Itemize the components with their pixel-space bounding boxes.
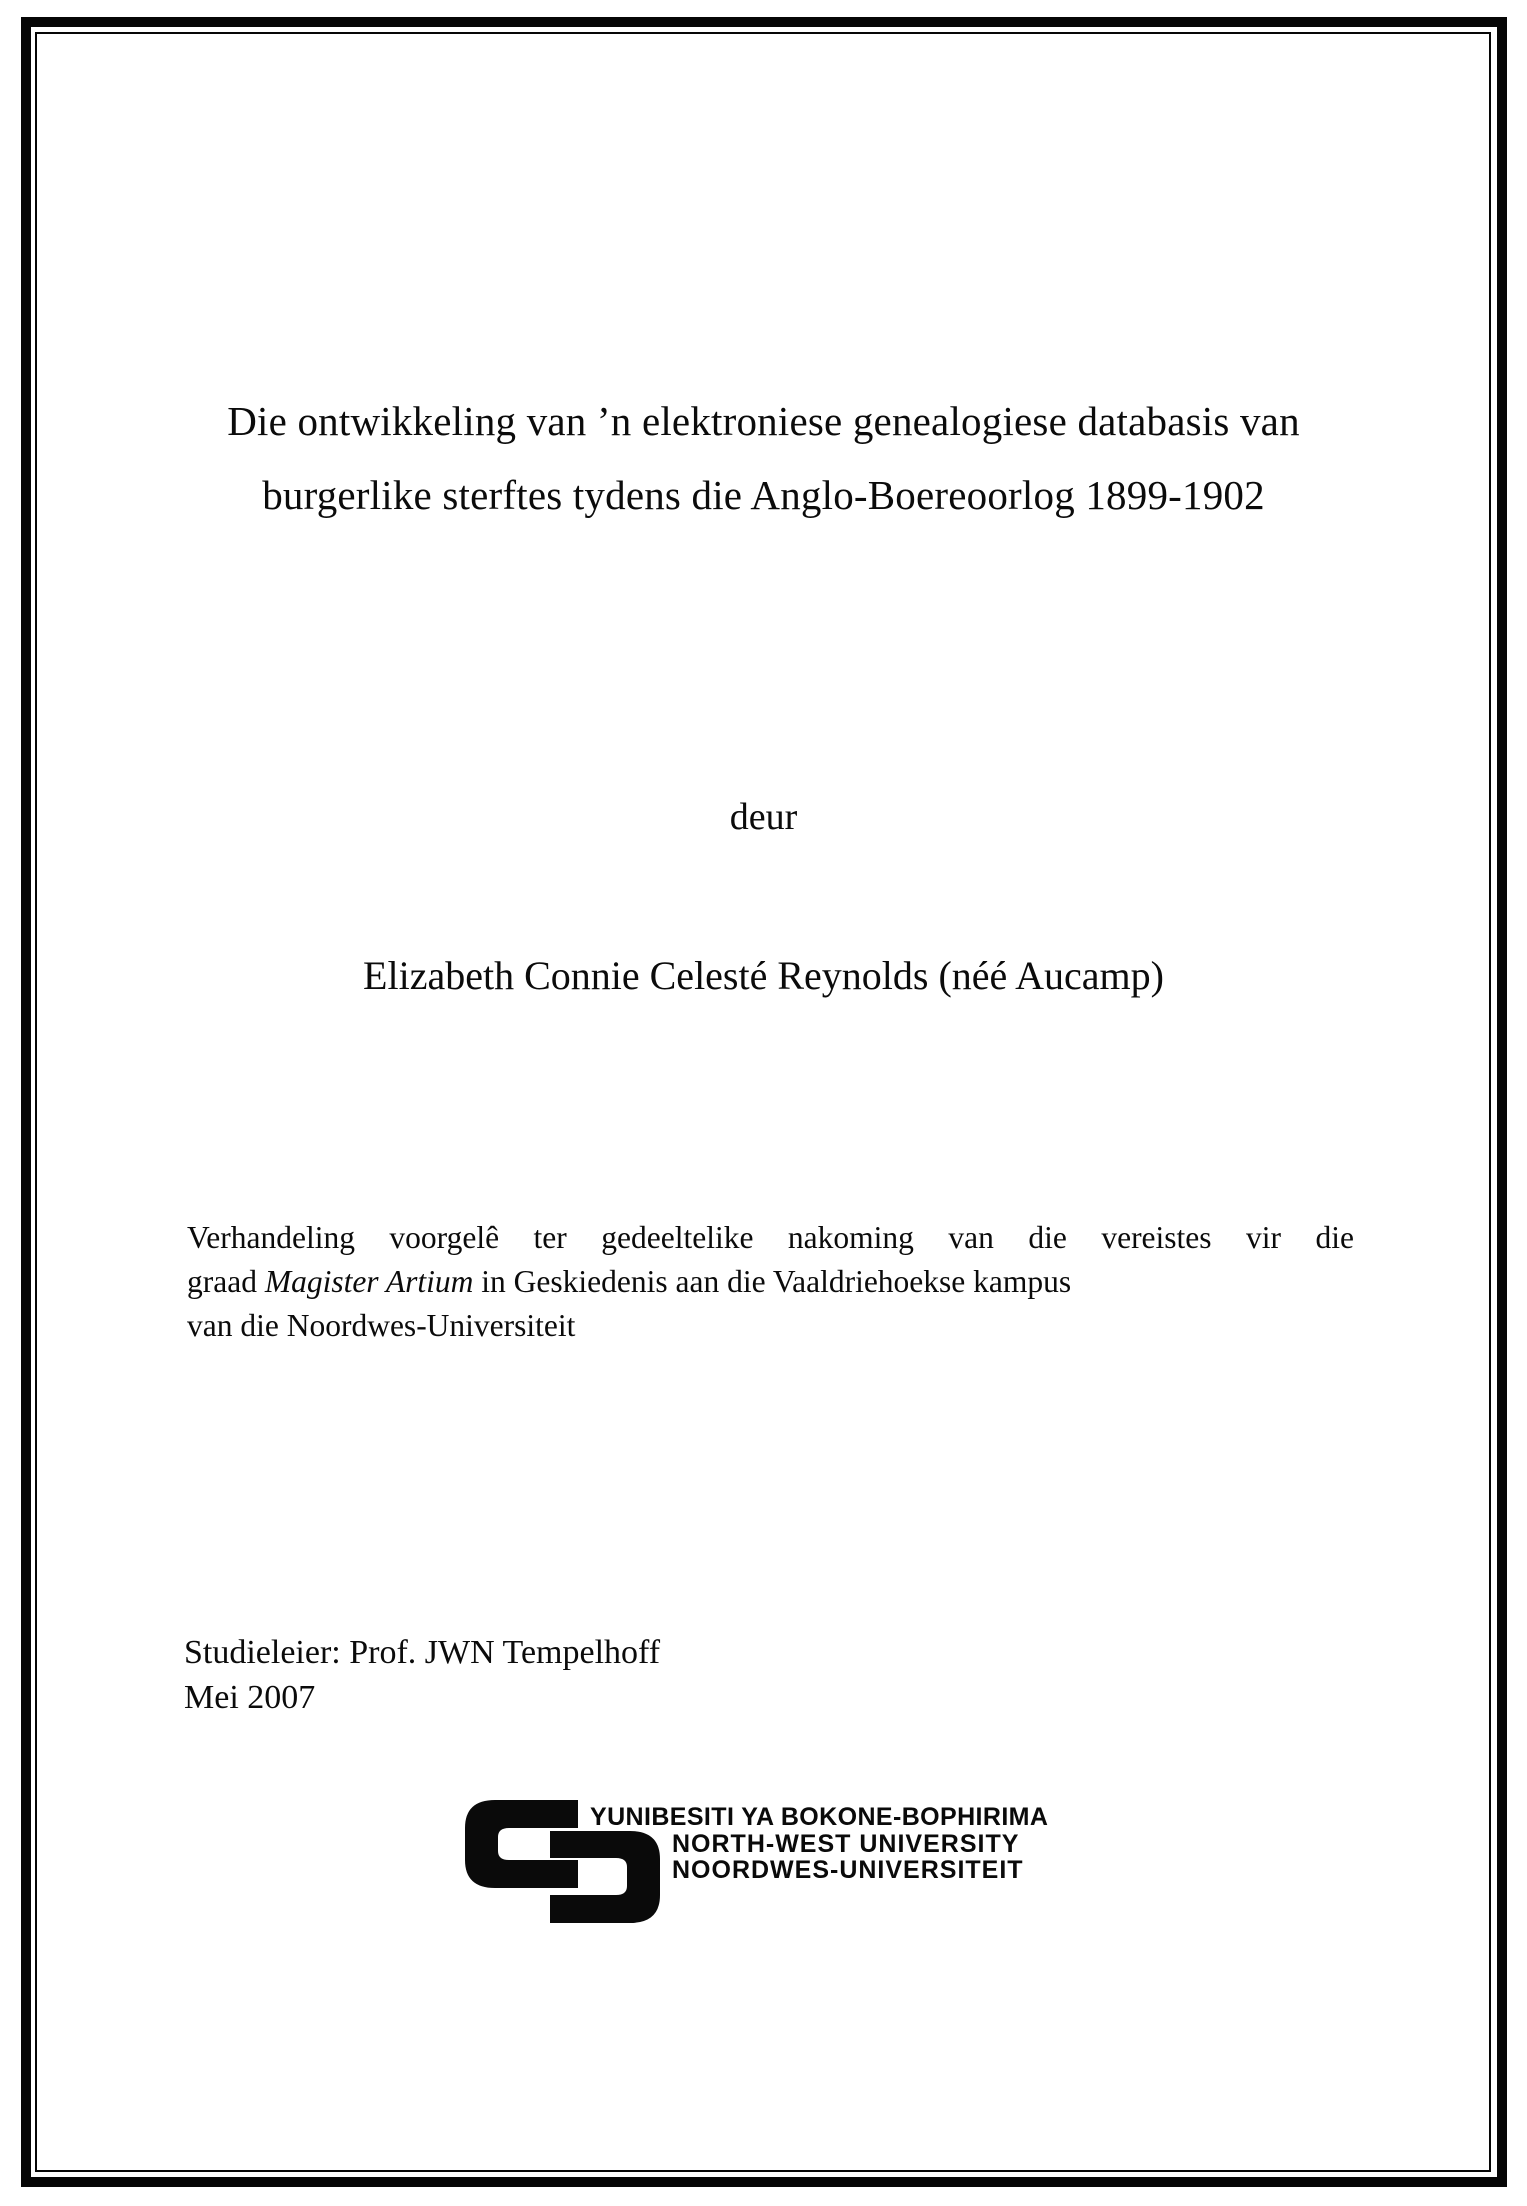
supervisor-block (184, 1630, 660, 1720)
submission-line-2 (187, 1260, 1354, 1304)
university-logo (465, 1800, 1165, 1935)
submission-line-1: Verhandeling voorgelê ter gedeeltelike nakoming van die vereistes vir die (187, 1220, 1354, 1255)
byline-label: deur (729, 796, 798, 838)
submission-statement (187, 1216, 1354, 1348)
logo-line-setswana: YUNIBESITI YA BOKONE-BOPHIRIMA (590, 1803, 1049, 1831)
date-line: Mei 2007 (184, 1679, 316, 1716)
university-logo-text (590, 1804, 1048, 1884)
logo-line-afrikaans: NOORDWES-UNIVERSITEIT (672, 1856, 1024, 1884)
logo-line-english: NORTH-WEST UNIVERSITY (672, 1829, 1020, 1858)
title-line-2: burgerlike sterftes tydens die Anglo-Boereoorlog 1899-1902 (262, 472, 1265, 518)
submission-line-2-pre: graad (187, 1264, 265, 1299)
degree-name: Magister Artium (264, 1264, 474, 1299)
title-line-1: Die ontwikkeling van ’n elektroniese genealogiese databasis van (227, 398, 1300, 444)
thesis-title (0, 384, 1527, 532)
author-name: Elizabeth Connie Celesté Reynolds (néé Aucamp) (363, 953, 1164, 998)
supervisor-line: Studieleier: Prof. JWN Tempelhoff (184, 1634, 661, 1671)
submission-line-2-post: in Geskiedenis aan die Vaaldriehoekse kampus (473, 1264, 1072, 1299)
submission-line-3: van die Noordwes-Universiteit (187, 1308, 576, 1343)
